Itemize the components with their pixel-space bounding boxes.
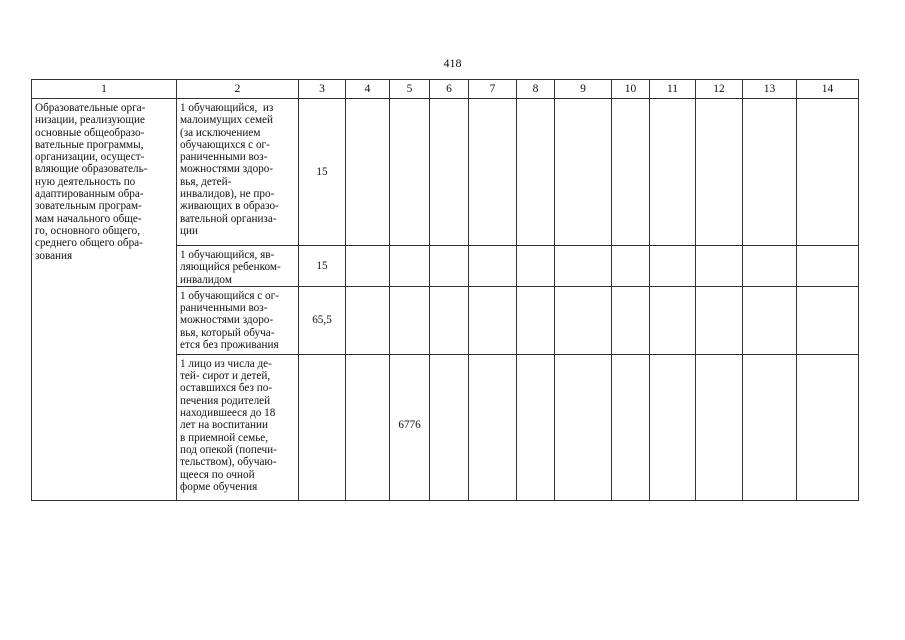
header-cell: 11: [650, 80, 696, 99]
empty-cell: [696, 246, 743, 287]
category-cell: [177, 99, 299, 246]
header-cell: 4: [346, 80, 390, 99]
header-cell: 5: [390, 80, 430, 99]
empty-cell: [555, 99, 612, 246]
organization-type-cell: [32, 99, 177, 501]
empty-cell: [517, 354, 555, 500]
header-cell: 12: [696, 80, 743, 99]
empty-cell: [797, 246, 859, 287]
empty-cell: [555, 354, 612, 500]
empty-cell: [346, 246, 390, 287]
header-cell: 9: [555, 80, 612, 99]
empty-cell: [612, 286, 650, 354]
empty-cell: [696, 354, 743, 500]
empty-cell: [650, 286, 696, 354]
empty-cell: [517, 286, 555, 354]
empty-cell: [430, 99, 469, 246]
category-text: 1 обучающийся, из малоимущих семей (за исключением обучающихся с ог- раниченными воз- можностями здоро- вья, детей- инвалидов), не про- живающих в образо- вательной организа- ции: [180, 102, 279, 237]
value-cell-col3: 65,5: [299, 286, 346, 354]
empty-cell: [346, 354, 390, 500]
category-text: 1 лицо из числа де- тей- сирот и детей, оставшихся без по- печения родителей находившееся до 18 лет на воспитании в приемной семье, под опекой (попечи- тельством), обучаю- щееся по очной форме обучения: [180, 357, 277, 493]
value-cell-col5: [390, 99, 430, 246]
header-cell: 14: [797, 80, 859, 99]
empty-cell: [743, 286, 797, 354]
empty-cell: [650, 354, 696, 500]
empty-cell: [797, 99, 859, 246]
empty-cell: [346, 286, 390, 354]
empty-cell: [430, 354, 469, 500]
empty-cell: [696, 286, 743, 354]
value-cell-col3: 15: [299, 99, 346, 246]
header-cell: 2: [177, 80, 299, 99]
header-row: [32, 80, 859, 99]
empty-cell: [469, 99, 517, 246]
empty-cell: [650, 246, 696, 287]
empty-cell: [517, 246, 555, 287]
header-cell: 1: [32, 80, 177, 99]
empty-cell: [743, 99, 797, 246]
table-row: [32, 99, 859, 246]
empty-cell: [797, 286, 859, 354]
empty-cell: [696, 99, 743, 246]
header-cell: 3: [299, 80, 346, 99]
empty-cell: [346, 99, 390, 246]
empty-cell: [650, 99, 696, 246]
category-text: 1 обучающийся с ог- раниченными воз- можностями здоро- вья, который обуча- ется без проживания: [180, 289, 279, 352]
header-cell: 8: [517, 80, 555, 99]
empty-cell: [743, 246, 797, 287]
empty-cell: [555, 286, 612, 354]
empty-cell: [612, 246, 650, 287]
organization-type-text: Образовательные орга- низации, реализующие основные общеобразо- вательные программы, организации, осущест- вляющие образователь- ную деятельность по адаптированным обра- зовательным програм- мам начального обще- го, основного общего, среднего общего обра- зования: [35, 102, 148, 262]
empty-cell: [743, 354, 797, 500]
empty-cell: [469, 354, 517, 500]
header-cell: 10: [612, 80, 650, 99]
category-text: 1 обучающийся, яв- ляющийся ребенком- инвалидом: [180, 249, 281, 286]
data-table: [31, 79, 859, 501]
empty-cell: [430, 246, 469, 287]
empty-cell: [469, 286, 517, 354]
empty-cell: [797, 354, 859, 500]
header-cell: 7: [469, 80, 517, 99]
header-cell: 6: [430, 80, 469, 99]
page-number: 418: [443, 56, 462, 70]
category-cell: [177, 286, 299, 354]
value-cell-col3: 15: [299, 246, 346, 287]
empty-cell: [430, 286, 469, 354]
empty-cell: [612, 354, 650, 500]
value-cell-col5: [390, 286, 430, 354]
empty-cell: [469, 246, 517, 287]
empty-cell: [612, 99, 650, 246]
header-cell: 13: [743, 80, 797, 99]
value-cell-col5: 6776: [390, 354, 430, 500]
empty-cell: [517, 99, 555, 246]
value-cell-col5: [390, 246, 430, 287]
category-cell: [177, 354, 299, 500]
empty-cell: [555, 246, 612, 287]
value-cell-col3: [299, 354, 346, 500]
category-cell: [177, 246, 299, 287]
